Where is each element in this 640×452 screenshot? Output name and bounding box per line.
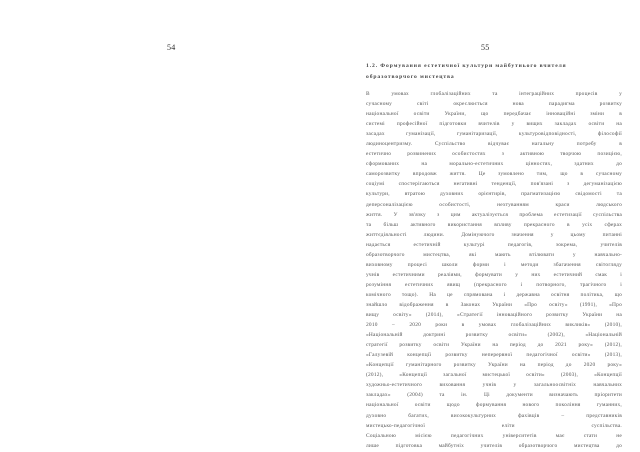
page-number-right: 55 (481, 43, 490, 52)
right-page (320, 0, 640, 452)
section-heading: 1.2. Формування естетичної культури майбутнього вчителя образотворчого мистецтва (366, 63, 567, 81)
page-number-left: 54 (167, 43, 176, 52)
body-paragraphs: В умовах глобалізаційних та інтеграційних процесів у сучасному світі окреслюється нова парадигма розвитку національної освіти України, що передбачає інноваційні зміни в системі професійної підготовки вчителів у вищих закладах освіти на засадах гуманізації, гуманітаризації, культуровідповідності, філософії людиноцентризму. Суспільство відчуває нагальну потребу в естетично розвинених особистостях з активною творчою позицією, сформованих на морально-естетичних цінностях, здатних до саморозвитку впродовж життя. Це зумовлено тим, що в сучасному соціумі спостерігаються негативні тенденції, пов'язані з дегуманізацією культури, втратою духовних орієнтирів, прагматизацією свідомості та деперсоналізацією особистості, нехтуванням краси людського життя. У зв'язку з цим актуалізується проблема естетизації суспільства та більш активного використання впливу прекрасного в усіх сферах життєдіяльності людини. Домінуючого значення у цьому питанні надається естетичній культурі педагогів, зокрема, учителів образотворчого мистецтва, які мають втілювати у навчально- виховному процесі школи форми і методи збагачення світогляду учнів естетичними реаліями, формувати у них естетичний смак і розуміння естетичних явищ (прекрасного і потворного, трагічного і комічного тощо). На це спрямована і державна освітня політика, що знайшло відображення в Законах України «Про освіту» (1991), «Про вищу освіту» (2014), «Стратегії інноваційного розвитку України на 2010 – 2020 роки в умовах глобалізаційних викликів» (2010), «Національній доктрині розвитку освіти» (2002), «Національній стратегії розвитку освіти України на період до 2021 року» (2012), «Галузевій концепції розвитку неперервної педагогічної освіти» (2013), «Концепції гуманітарного розвитку України на період до 2020 року» (2012), «Концепції загальної мистецької освіти» (2003), «Концепції художньо-естетичного виховання учнів у загальноосвітніх навчальних закладах» (2004) та ін. Ці документи визначають пріоритети національної освіти щодо формування нового покоління гуманних, духовно багатих, висококультурних фахівців – представників мистецько-педагогічної еліти суспільства. Соціальною місією педагогічних університетів має стати не лише підготовка майбутніх учителів образотворчого мистецтва до (366, 91, 622, 449)
